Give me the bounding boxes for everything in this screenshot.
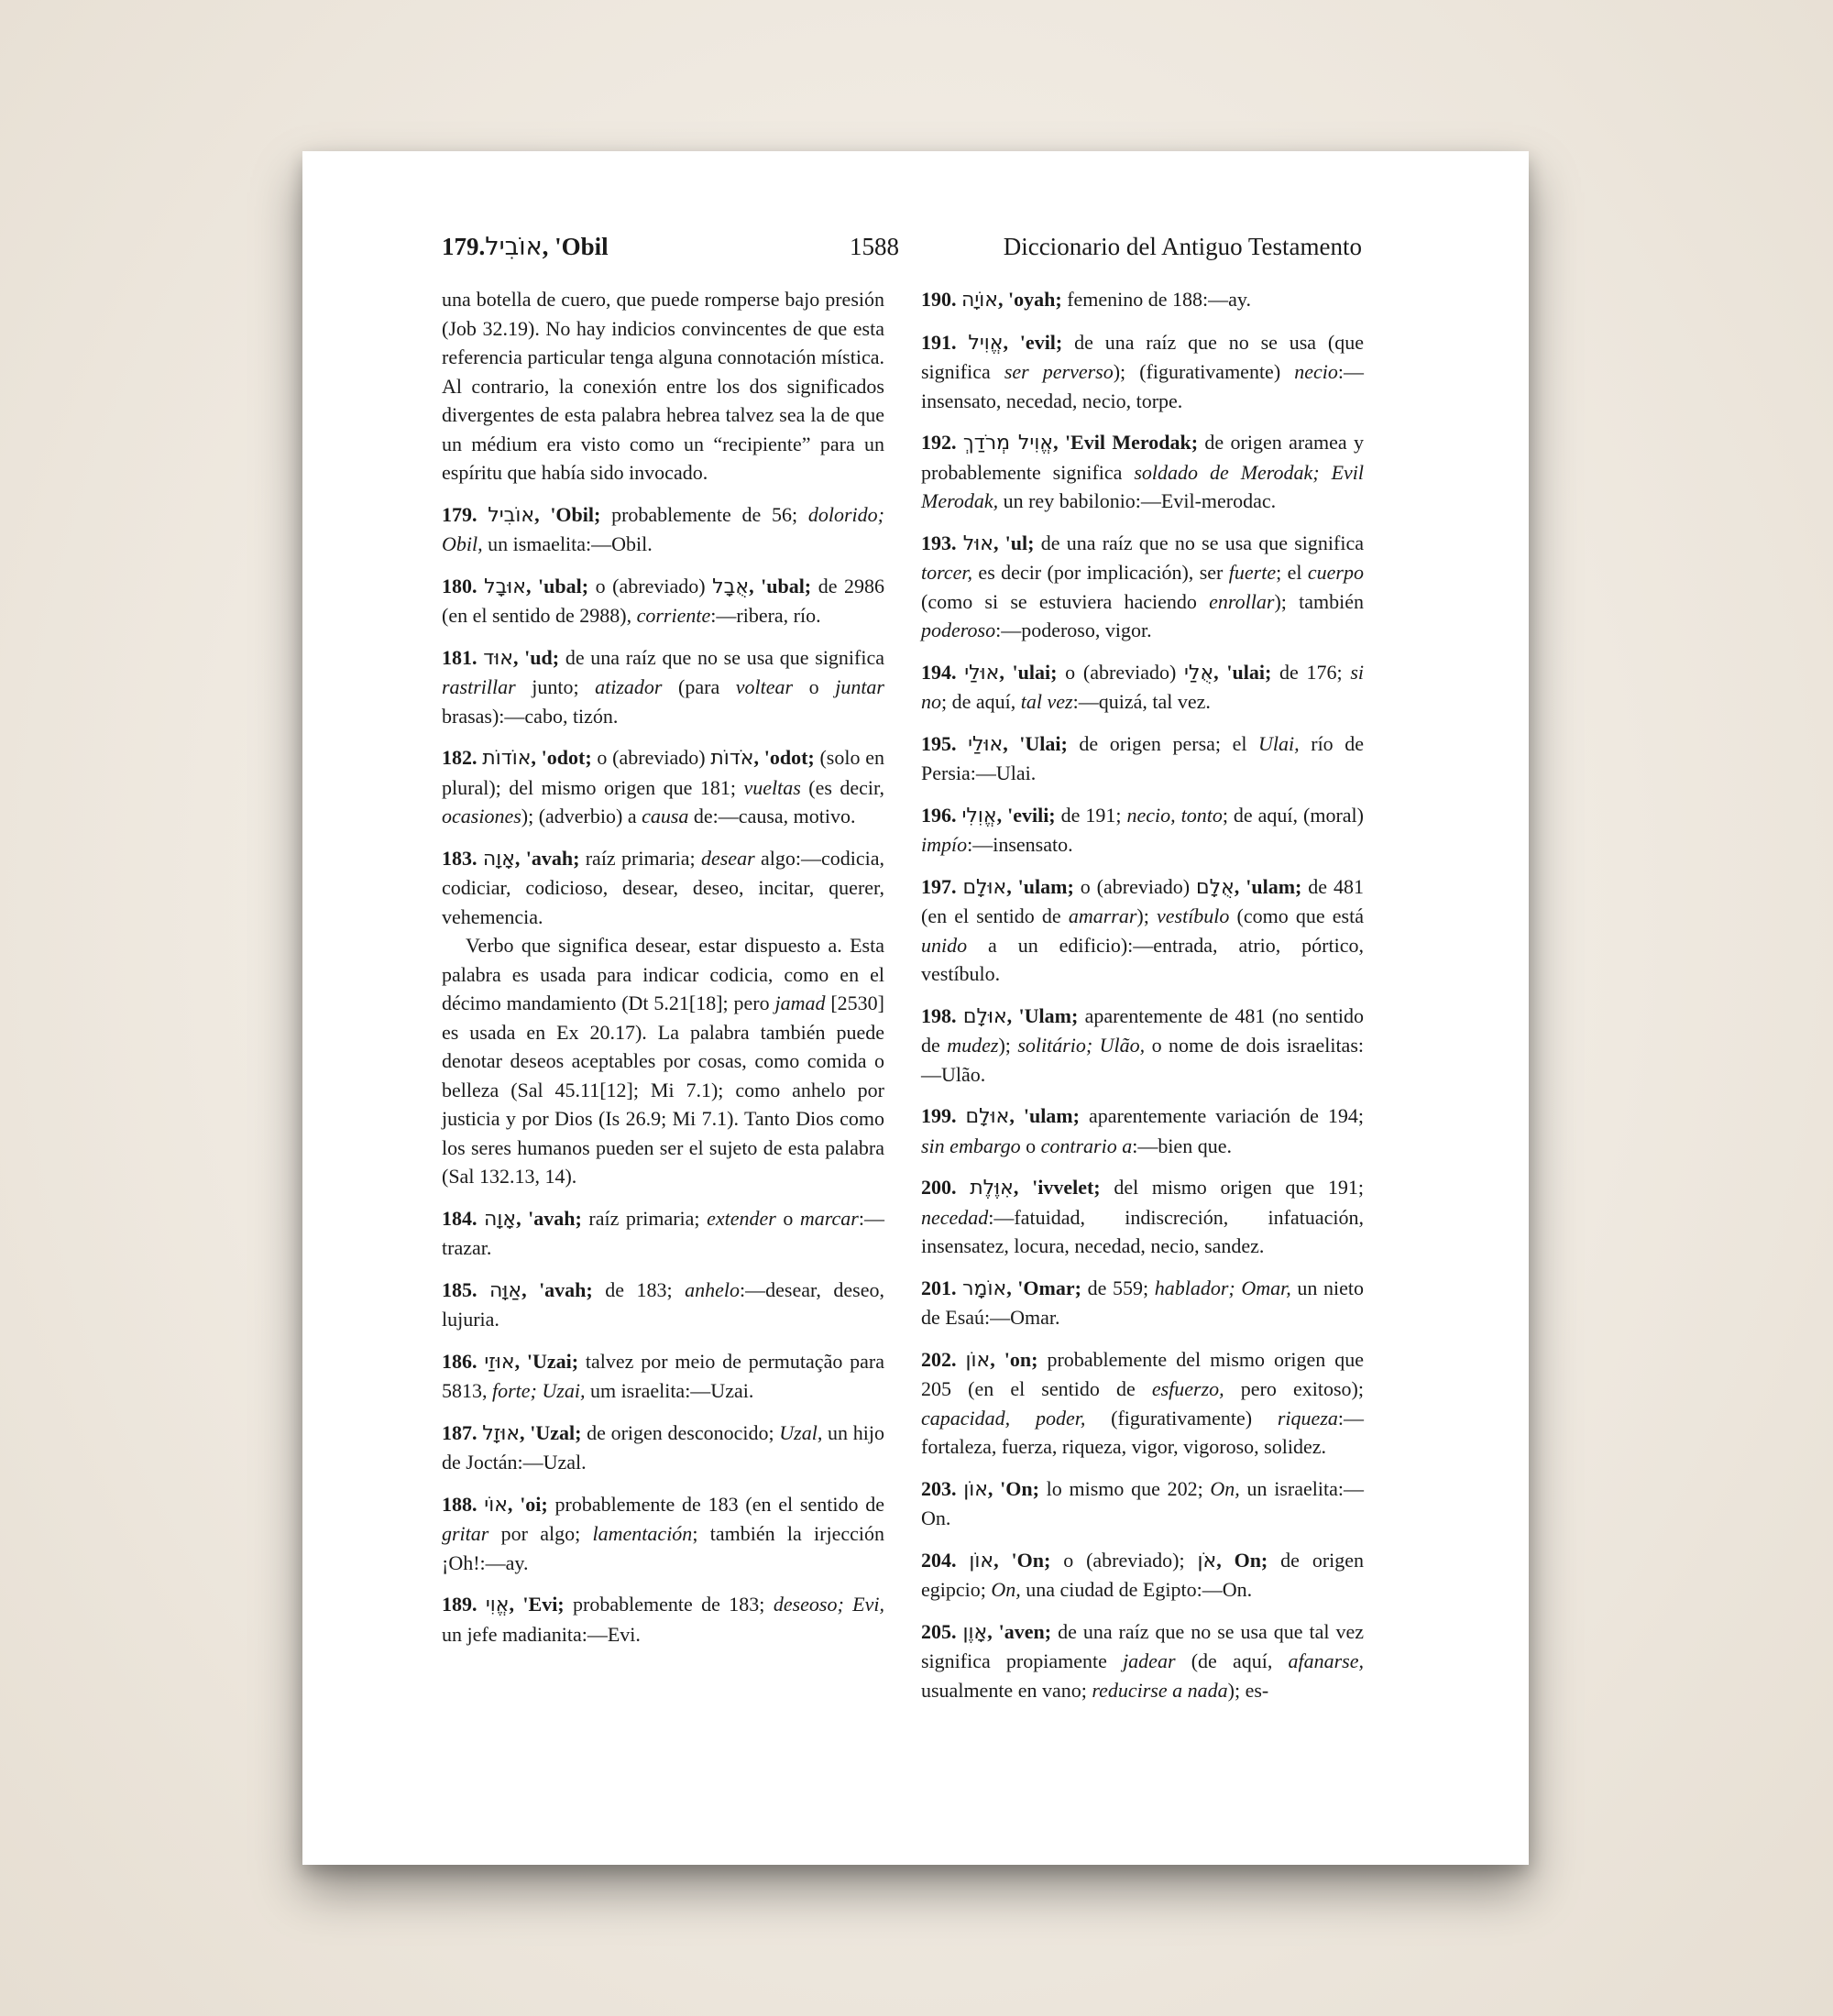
italic-text: solitário; Ulão,	[1017, 1034, 1146, 1057]
italic-text: dolorido; Obil,	[442, 502, 884, 555]
hebrew-word: אֹדוֹת	[710, 747, 754, 770]
italic-text: unido	[921, 933, 968, 957]
entry-text: talvez por meio de permutação para 5813,	[442, 1349, 884, 1402]
entry-text: :—quizá, tal vez.	[1072, 690, 1211, 713]
dictionary-entry	[921, 1617, 1364, 1705]
italic-text: desear	[700, 846, 755, 870]
entry-number: 181.	[442, 645, 484, 669]
hebrew-word: אוֹן	[969, 1549, 994, 1572]
entry-text: brasas):—cabo, tizón.	[442, 704, 619, 728]
italic-text: On,	[991, 1578, 1021, 1601]
italic-text: vueltas	[743, 775, 801, 799]
hebrew-word: אֹן	[1197, 1549, 1217, 1572]
italic-text: lamentación	[592, 1522, 693, 1545]
entry-number: 183.	[442, 846, 483, 870]
transliteration: , 'ulam;	[1009, 1104, 1080, 1127]
transliteration: , 'evil;	[1003, 330, 1063, 354]
hebrew-word: אוּזַי	[484, 1350, 515, 1374]
dictionary-entry	[921, 328, 1364, 416]
dictionary-entry	[921, 1173, 1364, 1261]
entry-number: 195.	[921, 731, 969, 755]
italic-text: si no	[921, 660, 1364, 713]
transliteration: , 'ulam;	[1234, 874, 1302, 898]
entry-text: (solo en plural); del mismo origen que 181;	[442, 746, 884, 799]
page-number: 1588	[850, 233, 899, 260]
entry-number: 202.	[921, 1347, 966, 1371]
entry-text: ; también la irjección ¡Oh!:—ay.	[442, 1522, 884, 1574]
transliteration: , 'avah;	[516, 1206, 582, 1230]
italic-text: enrollar	[1209, 589, 1275, 613]
entry-text: probablemente del mismo origen que 205 (en el sentido de	[921, 1347, 1365, 1400]
italic-text: necio	[1294, 360, 1338, 383]
entry-text: ); también	[1274, 589, 1365, 613]
entry-text: usualmente en vano;	[921, 1678, 1092, 1702]
entry-number: 186.	[442, 1349, 485, 1373]
italic-text: contrario a	[1040, 1134, 1133, 1157]
transliteration: , 'Uzal;	[520, 1420, 582, 1444]
hebrew-word: אוּזָל	[482, 1421, 521, 1445]
entry-text: ); es-	[1227, 1678, 1269, 1702]
hebrew-word: אוּל	[962, 531, 993, 555]
entry-text: ); (figurativamente)	[1113, 360, 1295, 383]
entry-text: (como que está	[1229, 904, 1364, 927]
entry-number: 201.	[921, 1276, 963, 1299]
hebrew-word: אַוָּה	[489, 1278, 522, 1302]
hebrew-word: אֻבָל	[712, 575, 750, 598]
right-column	[921, 285, 1364, 1717]
entry-text: [2530] es usada en Ex 20.17). La palabra también puede denotar deseos aceptables por cosas, como comida o belleza (Sal 45.11[12]; Mi 7.1); como anhelo por justicia y por Dios (Is 26.9; Mi 7.1). Tanto Dios como los seres humanos pueden ser el sujeto de esta palabra (Sal 132.13, 14).	[442, 992, 884, 1188]
italic-text: corriente	[636, 604, 711, 627]
italic-text: soldado de Merodak; Evil Merodak,	[921, 460, 1364, 512]
entry-text: o	[1020, 1134, 1041, 1157]
transliteration: , 'aven;	[987, 1619, 1052, 1643]
entry-text: raíz primaria;	[581, 1206, 708, 1230]
italic-text: extender	[707, 1206, 776, 1230]
entry-text: un ismaelita:—Obil.	[482, 532, 653, 555]
dictionary-entry	[442, 1490, 884, 1578]
hebrew-word: אוֹן	[963, 1477, 988, 1501]
entry-number: 198.	[921, 1003, 963, 1027]
dictionary-entry	[921, 1002, 1364, 1090]
hebrew-word: אוּלָם	[962, 875, 1007, 899]
entry-number: 204.	[921, 1548, 970, 1572]
entry-text: );	[998, 1034, 1018, 1057]
entry-text: un jefe madianita:—Evi.	[442, 1622, 641, 1646]
dictionary-entry	[442, 1347, 884, 1406]
italic-text: marcar	[799, 1206, 859, 1230]
entry-text: o (abreviado)	[1073, 874, 1196, 898]
entry-text: ); (adverbio) a	[521, 805, 642, 827]
hebrew-word: אוֹיָה	[961, 289, 998, 312]
entry-number: 199.	[921, 1104, 966, 1127]
entry-number: 185.	[442, 1277, 489, 1301]
entry-number: 205.	[921, 1619, 963, 1643]
transliteration: , 'ul;	[993, 531, 1035, 554]
dictionary-entry	[921, 1274, 1364, 1332]
dictionary-entry	[921, 1345, 1364, 1462]
entry-number: 193.	[921, 531, 963, 554]
dictionary-entry	[921, 1474, 1364, 1533]
entry-number: 194.	[921, 660, 965, 684]
dictionary-entry	[921, 529, 1364, 645]
transliteration: , 'ubal;	[526, 574, 589, 597]
italic-text: impío	[921, 833, 968, 856]
header-hebrew-word: אוֹבִיל	[485, 233, 543, 261]
hebrew-word: אֱוִיל	[968, 331, 1004, 355]
hebrew-word: אֻלַי	[1184, 661, 1214, 685]
entry-number: 179.	[442, 502, 488, 526]
hebrew-word: אוּלָם	[965, 1105, 1010, 1128]
entry-text: algo:—codicia, codiciar, codicioso, desear, deseo, incitar, querer, vehemencia.	[442, 846, 884, 928]
entry-text: de una raíz que no se usa (que significa	[921, 330, 1364, 383]
entry-text: (es decir,	[800, 775, 884, 799]
dictionary-entry	[921, 285, 1364, 315]
italic-text: sin embargo	[921, 1134, 1021, 1157]
transliteration: , 'Omar;	[1006, 1276, 1081, 1299]
entry-number: 188.	[442, 1492, 485, 1516]
italic-text: Uzal,	[779, 1420, 823, 1444]
entry-text: es decir (por implicación), ser	[972, 561, 1229, 584]
entry-text: aparentemente variación de 194;	[1079, 1104, 1364, 1127]
entry-text: o (abreviado)	[1057, 660, 1185, 684]
entry-text: :—bien que.	[1132, 1134, 1232, 1157]
italic-text: necedad	[921, 1205, 989, 1229]
transliteration: , 'oyah;	[998, 288, 1062, 311]
entry-text: lo mismo que 202;	[1038, 1476, 1211, 1500]
italic-text: Ulai,	[1258, 731, 1300, 755]
transliteration: , 'Obil;	[534, 502, 601, 526]
dictionary-entry	[921, 658, 1364, 717]
italic-text: tal vez	[1020, 690, 1073, 713]
entry-paragraph	[442, 931, 884, 1191]
transliteration: , 'odot;	[531, 746, 592, 769]
italic-text: poderoso	[921, 619, 996, 641]
entry-number: 189.	[442, 1593, 486, 1616]
hebrew-word: אוּבָל	[484, 575, 526, 598]
entry-text: probablemente de 183 (en el sentido de	[547, 1492, 884, 1516]
entry-text: de origen aramea y probablemente significa	[921, 431, 1364, 484]
hebrew-word: אֱוִלִי	[961, 804, 997, 827]
entry-number: 191.	[921, 330, 969, 354]
italic-text: torcer,	[921, 561, 973, 584]
entry-text: de origen persa; el	[1067, 731, 1259, 755]
italic-text: jamad	[774, 992, 826, 1014]
entry-text: femenino de 188:—ay.	[1061, 288, 1251, 311]
entry-text: raíz primaria;	[579, 846, 701, 870]
dictionary-entry	[921, 729, 1364, 788]
transliteration: , 'On;	[993, 1548, 1051, 1572]
hebrew-word: אִוֶּלֶת	[970, 1177, 1014, 1200]
dictionary-entry	[921, 872, 1364, 989]
hebrew-word: אָוָה	[484, 1207, 517, 1231]
italic-text: afanarse,	[1288, 1649, 1364, 1672]
entry-text: de:—causa, motivo.	[688, 805, 856, 827]
entry-number: 203.	[921, 1476, 964, 1500]
dictionary-entry	[442, 1419, 884, 1477]
header-entry-number: 179.	[442, 233, 486, 260]
entry-text: (como si se estuviera haciendo	[921, 589, 1210, 613]
entry-number: 187.	[442, 1420, 483, 1444]
entry-text: de una raíz que no se usa que tal vez significa propiamente	[921, 1619, 1365, 1672]
italic-text: anhelo	[685, 1277, 740, 1301]
entry-text: de origen desconocido;	[581, 1420, 780, 1444]
hebrew-word: אֱוִיל מְרֹדַךְ	[962, 432, 1054, 455]
hebrew-word: אוּלָם	[962, 1004, 1007, 1028]
transliteration: , 'odot;	[753, 746, 815, 769]
entry-text: :—fortaleza, fuerza, riqueza, vigor, vigoroso, solidez.	[921, 1406, 1364, 1458]
italic-text: mudez	[947, 1034, 999, 1057]
dictionary-page	[302, 151, 1529, 1865]
hebrew-word: אוֹן	[965, 1348, 991, 1372]
italic-text: gritar	[442, 1522, 489, 1545]
entry-text: (figurativamente)	[1085, 1406, 1278, 1430]
entry-text: por algo;	[488, 1522, 593, 1545]
entry-number: 184.	[442, 1206, 485, 1230]
transliteration: , 'evili;	[996, 803, 1056, 827]
dictionary-entry	[921, 1101, 1364, 1160]
entry-text: um israelita:—Uzai.	[585, 1379, 754, 1402]
entry-number: 197.	[921, 874, 963, 898]
entry-text: pero exitoso);	[1224, 1377, 1364, 1400]
entry-text: (para	[662, 675, 736, 698]
entry-text: un nieto de Esaú:—Omar.	[921, 1276, 1364, 1329]
entry-text: (de aquí,	[1175, 1649, 1289, 1672]
entry-number: 192.	[921, 431, 963, 454]
transliteration: , 'oi;	[507, 1492, 548, 1516]
italic-text: cuerpo	[1307, 561, 1364, 584]
entry-text: :—trazar.	[442, 1206, 884, 1259]
entry-text: del mismo origen que 191;	[1100, 1176, 1365, 1199]
entry-text: de origen egipcio;	[921, 1548, 1365, 1601]
italic-text: amarrar	[1068, 904, 1137, 927]
transliteration: , 'On;	[987, 1476, 1039, 1500]
entry-text: un hijo de Joctán:—Uzal.	[442, 1420, 884, 1474]
italic-text: hablador; Omar,	[1154, 1276, 1291, 1299]
entry-number: 190.	[921, 288, 961, 311]
entry-text: un israelita:—On.	[921, 1476, 1364, 1529]
italic-text: ocasiones	[442, 805, 521, 827]
book-title: Diccionario del Antiguo Testamento	[1003, 233, 1362, 260]
hebrew-word: אוֹמָר	[962, 1276, 1007, 1300]
header-transliteration: , 'Obil	[542, 233, 609, 260]
italic-text: esfuerzo,	[1151, 1377, 1224, 1400]
entry-text: ; el	[1276, 561, 1308, 584]
hebrew-word: אָוֶן	[962, 1620, 988, 1644]
entry-text: probablemente de 56;	[600, 502, 808, 526]
entry-text: o (abreviado);	[1050, 1548, 1198, 1572]
entry-text: );	[1136, 904, 1157, 927]
transliteration: , 'Evil Merodak;	[1053, 431, 1199, 454]
entry-number: 200.	[921, 1176, 971, 1199]
entry-text: río de Persia:—Ulai.	[921, 731, 1365, 784]
italic-text: reducirse a nada	[1092, 1678, 1228, 1702]
transliteration: , 'Ulai;	[1003, 731, 1068, 755]
entry-text: aparentemente de 481 (no sentido de	[921, 1003, 1364, 1057]
entry-text: de 2986 (en el sentido de 2988),	[442, 574, 885, 627]
italic-text: voltear	[735, 675, 794, 698]
entry-text: o	[793, 675, 836, 698]
transliteration: , 'Ulam;	[1006, 1003, 1079, 1027]
entry-text: :—insensato.	[967, 833, 1073, 856]
italic-text: ser perverso	[1004, 360, 1114, 383]
italic-text: riqueza	[1277, 1406, 1338, 1430]
left-column	[442, 285, 884, 1661]
entry-text: una ciudad de Egipto:—On.	[1020, 1578, 1253, 1601]
entry-text: un rey babilonio:—Evil-merodac.	[998, 489, 1277, 512]
transliteration: , 'ivvelet;	[1013, 1176, 1101, 1199]
entry-text: :—fatuidad, indiscreción, infatuación, insensatez, locura, necedad, necio, sandez.	[921, 1205, 1364, 1257]
entry-text: o (abreviado)	[591, 746, 711, 769]
entry-number: 180.	[442, 574, 485, 597]
dictionary-entry	[442, 500, 884, 559]
transliteration: , 'Uzai;	[514, 1349, 579, 1373]
entry-text: :—insensato, necedad, necio, torpe.	[921, 360, 1364, 412]
transliteration: , 'avah;	[521, 1277, 593, 1301]
italic-text: necio, tonto	[1126, 803, 1223, 827]
entry-text: de 559;	[1081, 1276, 1155, 1299]
dictionary-entry	[921, 428, 1364, 516]
entry-text: de 176;	[1271, 660, 1351, 684]
hebrew-word: אוּלַי	[968, 732, 1004, 756]
entry-text: de una raíz que no se usa que significa	[559, 645, 885, 669]
hebrew-word: אוֹדוֹת	[482, 747, 532, 770]
hebrew-word: אוּד	[483, 646, 513, 670]
transliteration: , 'Evi;	[509, 1593, 565, 1616]
hebrew-word: אוֹי	[484, 1493, 508, 1517]
italic-text: capacidad, poder,	[921, 1406, 1086, 1430]
entry-text: :—desear, deseo, lujuria.	[442, 1277, 884, 1331]
entry-text: de 183;	[592, 1277, 686, 1301]
italic-text: vestíbulo	[1156, 904, 1230, 927]
dictionary-entry	[442, 1276, 884, 1334]
hebrew-word: אָוָה	[482, 847, 515, 871]
entry-text: de 481 (en el sentido de	[921, 874, 1364, 927]
entry-text: :—poderoso, vigor.	[995, 619, 1152, 641]
entry-number: 196.	[921, 803, 962, 827]
hebrew-word: אוֹבִיל	[488, 503, 535, 527]
entry-text: de una raíz que no se usa que significa	[1034, 531, 1365, 554]
italic-text: rastrillar	[442, 675, 516, 698]
entry-text: o nome de dois israelitas:—Ulão.	[921, 1034, 1364, 1086]
hebrew-word: אֻלָם	[1195, 875, 1235, 899]
entry-text: o (abreviado)	[588, 574, 713, 597]
entry-text: ; de aquí, (moral)	[1222, 803, 1364, 827]
dictionary-entry	[921, 1546, 1364, 1605]
transliteration: , 'ulai;	[999, 660, 1058, 684]
entry-text: ; de aquí,	[941, 690, 1021, 713]
dictionary-entry	[921, 801, 1364, 860]
dictionary-entry	[442, 1204, 884, 1263]
transliteration: , 'ud;	[512, 645, 560, 669]
running-head	[442, 228, 1362, 265]
dictionary-entry	[442, 1590, 884, 1649]
dictionary-entry	[442, 643, 884, 731]
continuation-paragraph: una botella de cuero, que puede romperse bajo presión (Job 32.19). No hay indicios convincentes de que esta referencia particular tenga alguna connotación mística. Al contrario, la conexión entre los dos significados divergentes de esta palabra hebrea talvez sea la de que un médium era visto como un “recipiente” para un espíritu que había sido invocado.	[442, 288, 884, 484]
italic-text: On,	[1210, 1476, 1240, 1500]
hebrew-word: אֱוִי	[485, 1594, 510, 1616]
entry-text: :—ribera, río.	[710, 604, 821, 627]
hebrew-word: אוּלַי	[964, 661, 1000, 685]
dictionary-entry	[442, 572, 884, 630]
transliteration: , 'ulai;	[1213, 660, 1272, 684]
entry-text: o	[775, 1206, 800, 1230]
italic-text: fuerte	[1228, 561, 1277, 584]
entry-text: Verbo que significa desear, estar dispuesto a. Esta palabra es usada para indicar codicia, como en el décimo mandamiento (Dt 5.21[18]; pero	[442, 934, 884, 1014]
italic-text: forte; Uzai,	[492, 1379, 586, 1402]
entry-text: a un edificio):—entrada, atrio, pórtico, vestíbulo.	[921, 933, 1364, 985]
dictionary-entry	[442, 844, 884, 932]
italic-text: deseoso; Evi,	[773, 1593, 884, 1616]
italic-text: causa	[642, 805, 689, 827]
transliteration: , 'ubal;	[749, 574, 812, 597]
entry-text: de 191;	[1055, 803, 1127, 827]
dictionary-entry	[442, 743, 884, 831]
entry-text: probablemente de 183;	[564, 1593, 774, 1616]
transliteration: , 'avah;	[514, 846, 580, 870]
transliteration: , 'ulam;	[1006, 874, 1074, 898]
entry-number: 182.	[442, 746, 483, 769]
italic-text: jadear	[1123, 1649, 1176, 1672]
transliteration: , 'on;	[990, 1347, 1038, 1371]
italic-text: juntar	[835, 675, 884, 698]
entry-text: junto;	[515, 675, 596, 698]
transliteration: , On;	[1216, 1548, 1268, 1572]
italic-text: atizador	[595, 675, 663, 698]
